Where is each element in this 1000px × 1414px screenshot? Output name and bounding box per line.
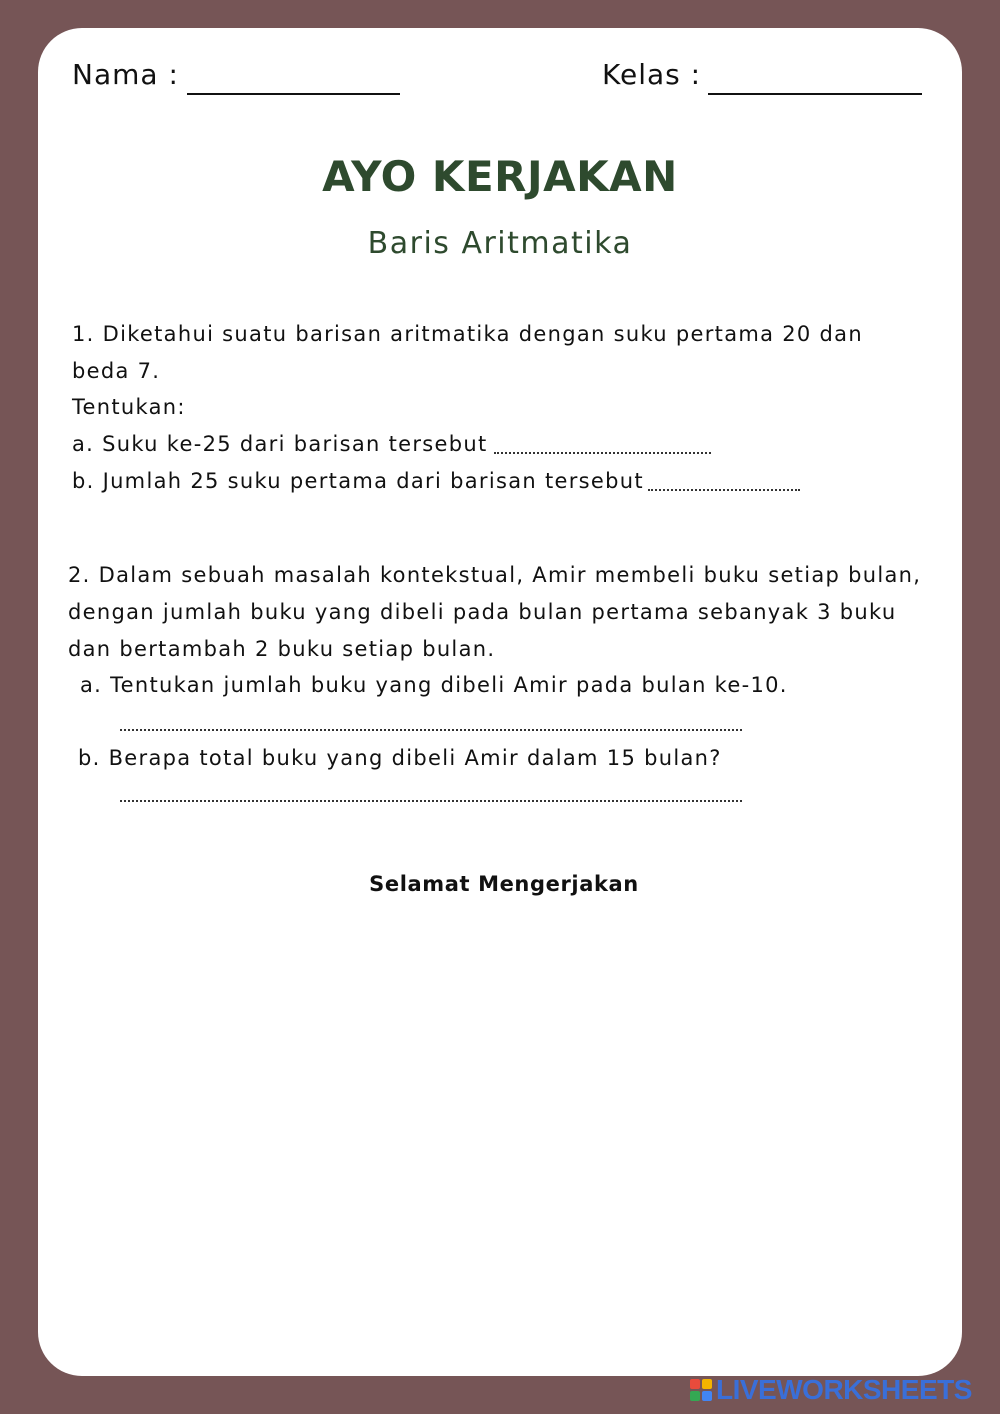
closing-message: Selamat Mengerjakan [369, 872, 639, 896]
class-label: Kelas : [602, 58, 702, 91]
name-input-line[interactable] [187, 93, 400, 95]
q1-part-a: a. Suku ke-25 dari barisan tersebut [72, 432, 488, 456]
q1-line-1: 1. Diketahui suatu barisan aritmatika dengan suku pertama 20 dan [72, 322, 863, 346]
name-label: Nama : [72, 58, 179, 91]
q2-answer-a-line[interactable] [120, 729, 742, 731]
class-input-line[interactable] [708, 93, 922, 95]
q2-line-1: 2. Dalam sebuah masalah kontekstual, Amir membeli buku setiap bulan, [68, 563, 922, 587]
liveworksheets-logo-icon [690, 1379, 712, 1401]
liveworksheets-watermark [690, 1374, 972, 1406]
q1-answer-b-line[interactable] [648, 489, 800, 491]
q1-line-3: Tentukan: [72, 395, 186, 419]
page-subtitle: Baris Aritmatika [367, 226, 633, 261]
q2-answer-b-line[interactable] [120, 800, 742, 802]
class-field-label [602, 58, 701, 91]
q2-part-a: a. Tentukan jumlah buku yang dibeli Amir pada bulan ke-10. [80, 673, 788, 697]
page-title: AYO KERJAKAN [322, 152, 678, 201]
watermark-text: LIVEWORKSHEETS [716, 1374, 972, 1405]
q2-line-3: dan bertambah 2 buku setiap bulan. [68, 637, 496, 661]
q2-line-2: dengan jumlah buku yang dibeli pada bulan pertama sebanyak 3 buku [68, 600, 897, 624]
q1-answer-a-line[interactable] [494, 452, 711, 454]
q1-part-b: b. Jumlah 25 suku pertama dari barisan tersebut [72, 469, 644, 493]
q1-line-2: beda 7. [72, 359, 161, 383]
q2-part-b: b. Berapa total buku yang dibeli Amir dalam 15 bulan? [78, 746, 722, 770]
name-field-label [72, 58, 179, 91]
